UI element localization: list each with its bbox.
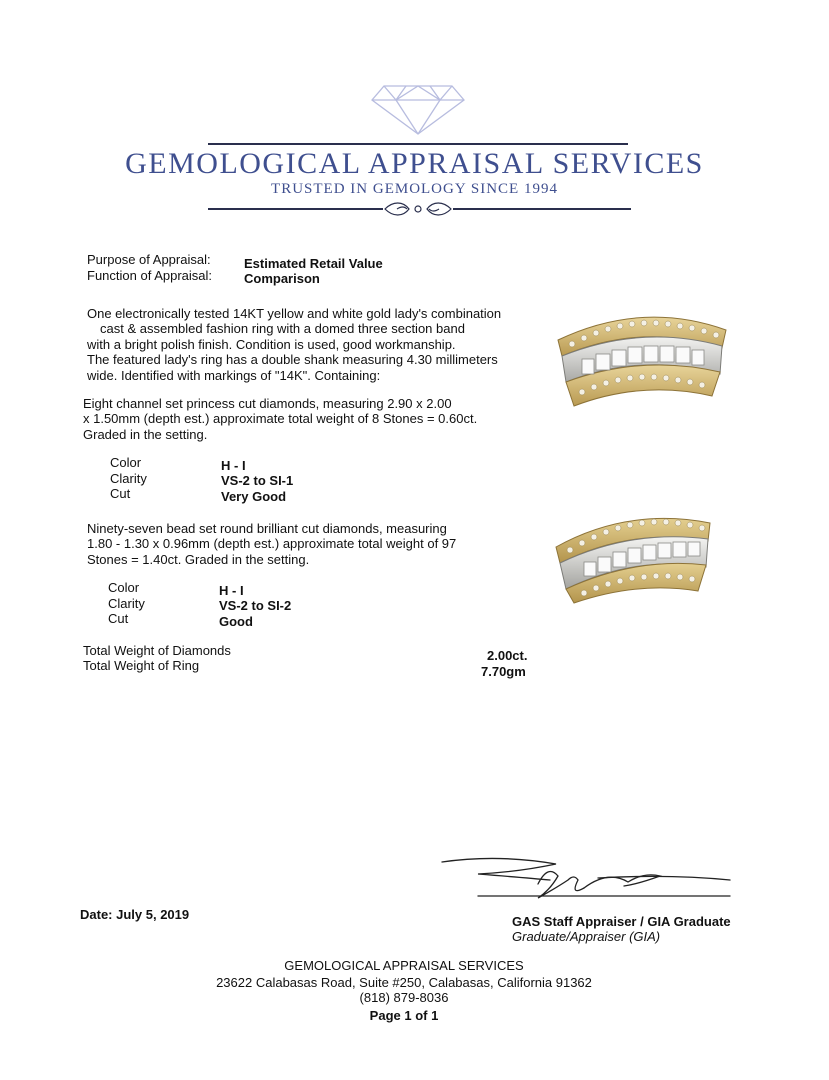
appraiser-title: GAS Staff Appraiser / GIA Graduate bbox=[512, 914, 731, 929]
appraiser-subtitle: Graduate/Appraiser (GIA) bbox=[512, 929, 661, 944]
signature-date: Date: July 5, 2019 bbox=[80, 907, 190, 922]
header-bottom-rule-right bbox=[453, 208, 631, 210]
description-line: The featured lady's ring has a double shank measuring 4.30 millimeters bbox=[87, 352, 498, 368]
description-line: wide. Identified with markings of "14K". Containing: bbox=[87, 367, 381, 383]
cut-value: Good bbox=[219, 614, 253, 629]
color-label: Color bbox=[110, 455, 142, 470]
footer-address: 23622 Calabasas Road, Suite #250, Calabasas, California 91362 bbox=[216, 975, 592, 990]
purpose-label: Purpose of Appraisal: bbox=[87, 252, 211, 267]
color-value: H - I bbox=[221, 458, 246, 473]
cut-value: Very Good bbox=[221, 489, 287, 504]
stone-description-line: Ninety-seven bead set round brilliant cut diamonds, measuring bbox=[87, 521, 447, 536]
color-value: H - I bbox=[219, 583, 244, 598]
stone-group-2-description bbox=[87, 521, 456, 567]
clarity-value: VS-2 to SI-1 bbox=[221, 473, 294, 488]
clarity-value: VS-2 to SI-2 bbox=[219, 598, 292, 613]
footer-phone: (818) 879-8036 bbox=[359, 990, 449, 1005]
clarity-label: Clarity bbox=[110, 471, 147, 486]
flourish-ornament bbox=[383, 199, 453, 219]
clarity-label: Clarity bbox=[108, 596, 145, 611]
cut-label: Cut bbox=[108, 611, 129, 626]
header-top-rule bbox=[208, 143, 628, 145]
function-label: Function of Appraisal: bbox=[87, 268, 213, 283]
total-diamonds-value: 2.00ct. bbox=[487, 648, 528, 663]
stone-description-line: Graded in the setting. bbox=[83, 426, 208, 442]
footer-company: GEMOLOGICAL APPRAISAL SERVICES bbox=[284, 958, 524, 973]
stone-description-line: Stones = 1.40ct. Graded in the setting. bbox=[87, 551, 310, 567]
stone-description-line: Eight channel set princess cut diamonds, measuring 2.90 x 2.00 bbox=[83, 396, 452, 411]
company-tagline: TRUSTED IN GEMOLOGY SINCE 1994 bbox=[271, 181, 558, 197]
stone-description-line: x 1.50mm (depth est.) approximate total weight of 8 Stones = 0.60ct. bbox=[83, 411, 478, 427]
total-ring-value: 7.70gm bbox=[481, 664, 526, 679]
ring-description bbox=[87, 306, 501, 383]
company-name: GEMOLOGICAL APPRAISAL SERVICES bbox=[125, 147, 704, 180]
description-line: One electronically tested 14KT yellow and white gold lady's combination bbox=[87, 306, 502, 321]
description-line: cast & assembled fashion ring with a domed three section band bbox=[100, 321, 465, 337]
cut-label: Cut bbox=[110, 486, 131, 501]
page-number: Page 1 of 1 bbox=[369, 1008, 439, 1023]
appraiser-signature bbox=[438, 850, 738, 910]
description-line: with a bright polish finish. Condition is used, good workmanship. bbox=[87, 336, 456, 352]
stone-group-1-description bbox=[83, 396, 477, 442]
total-ring-label: Total Weight of Ring bbox=[83, 658, 200, 673]
color-label: Color bbox=[108, 580, 140, 595]
diamond-icon bbox=[370, 80, 466, 136]
purpose-value: Estimated Retail Value bbox=[244, 256, 383, 271]
ring-photo-angle bbox=[548, 505, 718, 605]
stone-description-line: 1.80 - 1.30 x 0.96mm (depth est.) approximate total weight of 97 bbox=[87, 536, 457, 552]
ring-photo-front bbox=[552, 300, 732, 412]
header-bottom-rule-left bbox=[208, 208, 383, 210]
total-diamonds-label: Total Weight of Diamonds bbox=[83, 643, 231, 658]
function-value: Comparison bbox=[244, 271, 320, 286]
